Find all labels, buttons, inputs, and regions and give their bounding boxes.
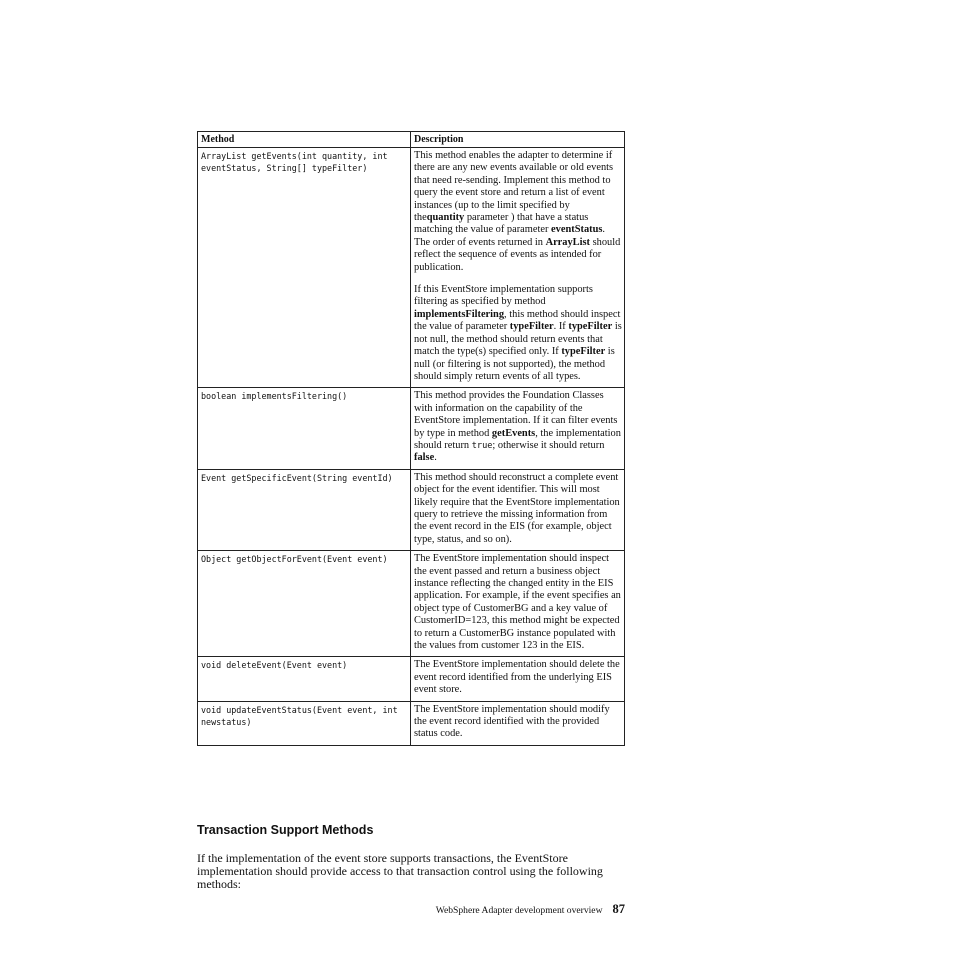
section-body-text: If the implementation of the event store supports transactions, the EventStore implementation should provide access to that transaction control using the following methods: (197, 851, 603, 892)
method-description: The EventStore implementation should inspect the event passed and return a business object instance reflecting the changed entity in the EIS application. For example, if the event specifies an object type of CustomerBG and a key value of CustomerID=123, this method might be expected to return a CustomerBG instance populated with the values from customer 123 in the EIS. (411, 551, 625, 657)
table-row (198, 657, 625, 701)
page-footer (420, 900, 625, 918)
table-row (198, 469, 625, 550)
page-number: 87 (612, 902, 625, 916)
section-heading: Transaction Support Methods (197, 823, 374, 837)
method-description: This method provides the Foundation Classes with information on the capability of the EventStore implementation. If it can filter events by type in method getEvents, the implementation should return true; otherwise it should return false. (411, 388, 625, 469)
table-row (198, 551, 625, 657)
method-signature: Event getSpecificEvent(String eventId) (198, 469, 411, 550)
methods-table (197, 131, 625, 746)
method-signature: void deleteEvent(Event event) (198, 657, 411, 701)
method-signature: void updateEventStatus(Event event, int newstatus) (198, 701, 411, 745)
method-signature: Object getObjectForEvent(Event event) (198, 551, 411, 657)
footer-title: WebSphere Adapter development overview (435, 905, 603, 916)
method-column-header: Method (198, 132, 411, 148)
description-column-header: Description (411, 132, 625, 148)
method-signature: boolean implementsFiltering() (198, 388, 411, 469)
method-description: This method should reconstruct a complete event object for the event identifier. This will most likely require that the EventStore implementation query to retrieve the missing information from the event record in the EIS (for example, object type, status, and so on). (411, 469, 625, 550)
table-row (198, 701, 625, 745)
description-paragraph: If this EventStore implementation supports filtering as specified by method implementsFiltering, this method should inspect the value of parameter typeFilter. If typeFilter is not null, the method should return events that match the type(s) specified only. If typeFilter is null (or filtering is not supported), the method should simply return events of all types. (414, 284, 622, 382)
table-row (198, 148, 625, 388)
description-paragraph: This method enables the adapter to determine if there are any new events available or old events that need re-sending. Implement this method to query the event store and return a list of event instances (up to the limit specified by thequantity parameter ) that have a status matching the value of parameter eventStatus. The order of events returned in ArrayList should reflect the sequence of events as intended for publication. (414, 150, 621, 273)
method-description: The EventStore implementation should modify the event record identified with the provided status code. (411, 701, 625, 745)
method-description (411, 148, 625, 388)
method-signature: ArrayList getEvents(int quantity, int eventStatus, String[] typeFilter) (198, 148, 411, 388)
table-header-row (198, 132, 625, 148)
table-row (198, 388, 625, 469)
method-description: The EventStore implementation should delete the event record identified from the underlying EIS event store. (411, 657, 625, 701)
